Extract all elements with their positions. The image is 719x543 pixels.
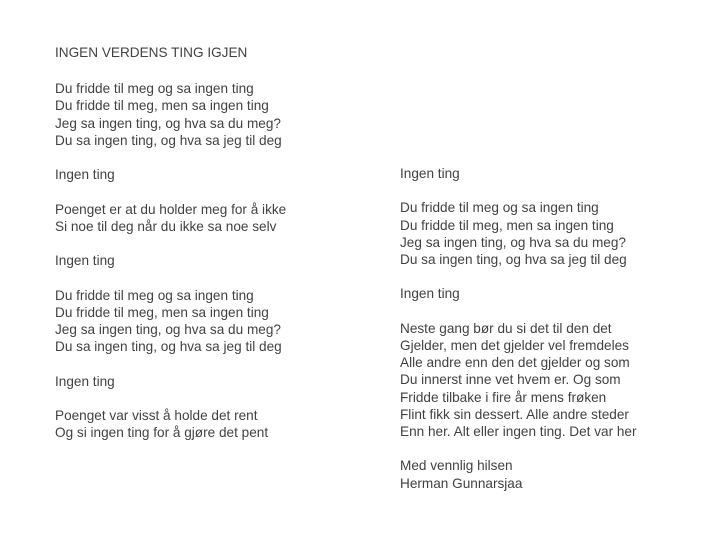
poem-line: Med vennlig hilsen xyxy=(400,458,513,474)
poem-line: Alle andre enn den det gjelder og som xyxy=(400,355,630,371)
poem-line: Flint fikk sin dessert. Alle andre steder xyxy=(400,406,629,422)
right-column xyxy=(400,165,700,509)
poem-line: Du fridde til meg og sa ingen ting xyxy=(400,200,599,216)
poem-line: Jeg sa ingen ting, og hva sa du meg? xyxy=(400,234,626,250)
poem-line: Ingen ting xyxy=(55,253,115,269)
poem-line: Du sa ingen ting, og hva sa jeg til deg xyxy=(400,252,627,267)
poem-line: Herman Gunnarsjaa xyxy=(400,475,523,491)
poem-line: Du sa ingen ting, og hva sa jeg til deg xyxy=(55,132,282,148)
poem-line: Fridde tilbake i fire år mens frøken xyxy=(400,389,607,405)
poem-title: INGEN VERDENS TING IGJEN xyxy=(55,45,248,60)
poem-line: Du innerst inne vet hvem er. Og som xyxy=(400,372,621,388)
signature-block xyxy=(400,457,700,491)
left-column xyxy=(55,44,390,459)
poem-line: Ingen ting xyxy=(400,166,460,181)
poem-line: Jeg sa ingen ting, og hva sa du meg? xyxy=(55,115,281,131)
poem-line: Ingen ting xyxy=(55,167,115,183)
poem-line: Og si ingen ting for å gjøre det pent xyxy=(55,425,269,441)
poem-line: Poenget var visst å holde det rent xyxy=(55,407,258,423)
poem-line: Du fridde til meg, men sa ingen ting xyxy=(55,304,269,320)
stanza xyxy=(55,201,390,235)
poem-title-block xyxy=(55,44,390,61)
poem-line: Enn her. Alt eller ingen ting. Det var her xyxy=(400,424,637,439)
poem-line: Poenget er at du holder meg for å ikke xyxy=(55,201,287,217)
poem-line: Du fridde til meg og sa ingen ting xyxy=(55,81,254,97)
stanza xyxy=(55,287,390,356)
stanza xyxy=(400,199,700,268)
stanza xyxy=(55,166,390,183)
poem-line: Gjelder, men det gjelder vel fremdeles xyxy=(400,337,629,353)
poem-line: Ingen ting xyxy=(400,286,460,302)
poem-line: Si noe til deg når du ikke sa noe selv xyxy=(55,218,277,234)
poem-line: Neste gang bør du si det til den det xyxy=(400,320,612,336)
stanza xyxy=(400,165,700,182)
poem-line: Du sa ingen ting, og hva sa jeg til deg xyxy=(55,339,282,355)
stanza xyxy=(400,320,700,440)
stanza xyxy=(55,373,390,390)
poem-line: Du fridde til meg, men sa ingen ting xyxy=(55,98,269,114)
poem-line: Du fridde til meg, men sa ingen ting xyxy=(400,217,614,233)
poem-line: Du fridde til meg og sa ingen ting xyxy=(55,287,254,303)
stanza xyxy=(400,285,700,302)
poem-line: Ingen ting xyxy=(55,373,115,389)
stanza xyxy=(55,80,390,149)
poem-line: Jeg sa ingen ting, og hva sa du meg? xyxy=(55,321,281,337)
stanza xyxy=(55,407,390,441)
stanza xyxy=(55,252,390,269)
